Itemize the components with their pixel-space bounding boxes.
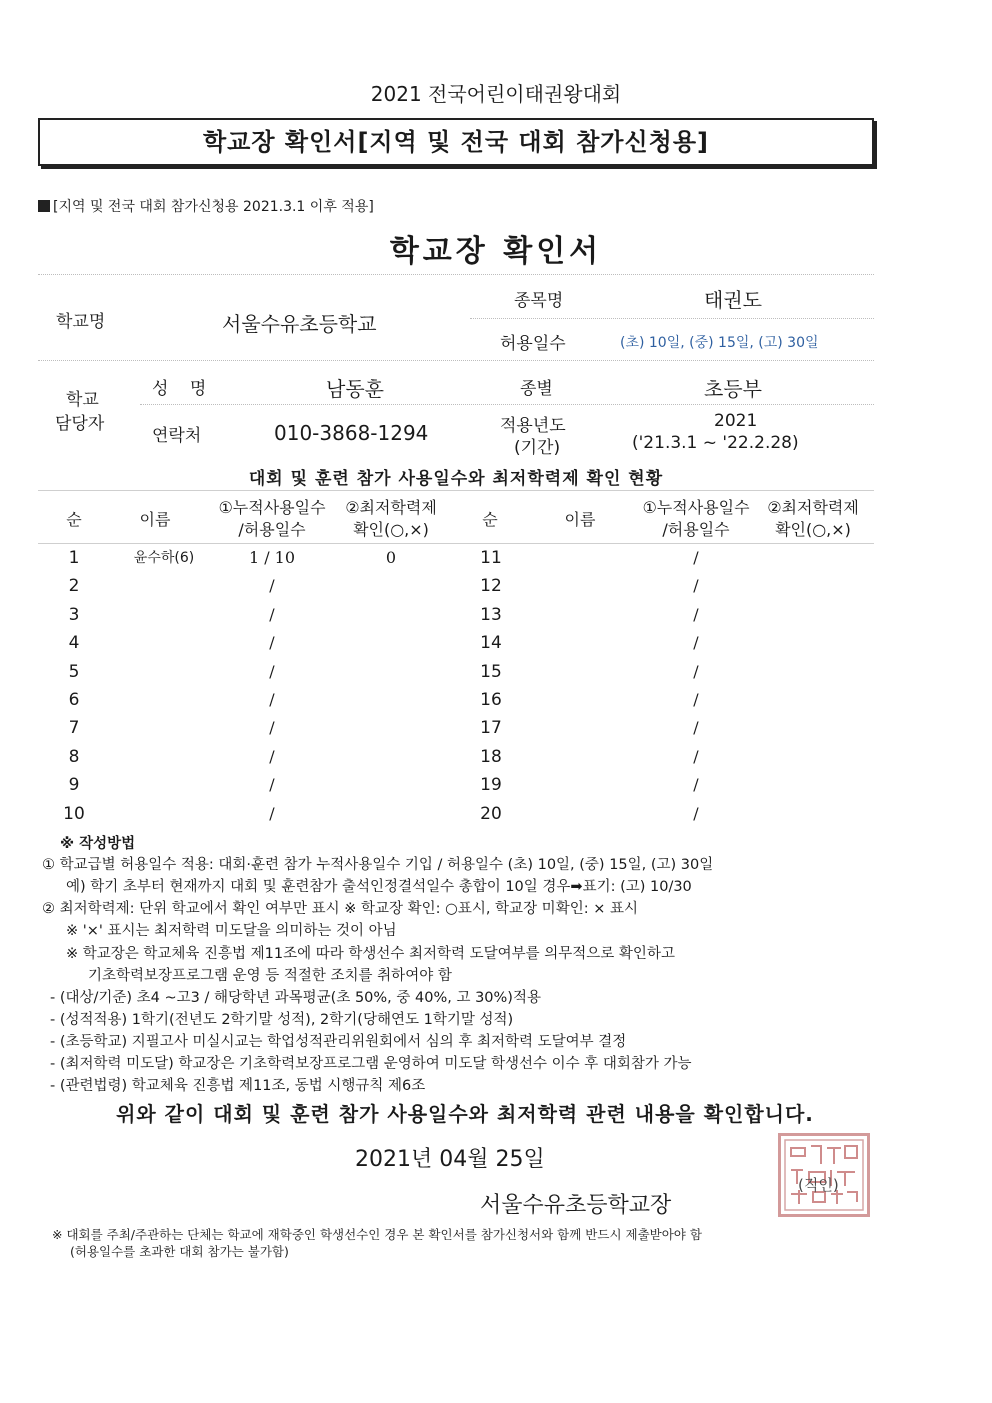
event-title: 2021 전국어린이태권왕대회 bbox=[370, 82, 622, 106]
cell-no: 13 bbox=[480, 604, 502, 625]
cell-no: 6 bbox=[68, 690, 80, 710]
cell-name bbox=[540, 601, 620, 629]
cell-name bbox=[540, 686, 620, 714]
cell-academic bbox=[752, 771, 874, 799]
cell-days: / bbox=[693, 548, 699, 567]
allowed-days-label: 허용일수 bbox=[500, 334, 566, 354]
cell-days: / bbox=[693, 690, 699, 709]
cell-name bbox=[540, 743, 620, 771]
cell-no: 11 bbox=[480, 548, 502, 568]
cell-days: / bbox=[269, 775, 275, 795]
instruction-line: - (대상/기준) 초4 ~고3 / 해당학년 과목평균(초 50%, 중 40%, 고 30%)적용 bbox=[50, 990, 541, 1006]
period-value: ('21.3.1 ~ '22.2.28) bbox=[632, 433, 799, 453]
cell-no: 14 bbox=[480, 633, 502, 654]
school-name-label: 학교명 bbox=[56, 312, 106, 332]
header-days-line1: ①누적사용일수 bbox=[642, 498, 750, 517]
staff-name-label: 성 명 bbox=[152, 379, 215, 399]
status-heading: 대회 및 훈련 참가 사용일수와 최저학력제 확인 현황 bbox=[248, 469, 664, 489]
notice-text: [지역 및 전국 대회 참가신청용 2021.3.1 이후 적용] bbox=[53, 199, 374, 215]
year-label-line2: (기간) bbox=[514, 438, 561, 458]
instruction-line: ※ '×' 표시는 최저학력 미도달을 의미하는 것이 아님 bbox=[66, 923, 397, 939]
instruction-line: ※ 학교장은 학교체육 진흥법 제11조에 따라 학생선수 최저학력 도달여부를 의무적으로 확인하고 bbox=[66, 946, 675, 962]
table-row bbox=[0, 714, 992, 742]
instruction-line: - (초등학교) 지필고사 미실시교는 학업성적관리위원회에서 심의 후 최저학력 도달여부 결정 bbox=[50, 1034, 627, 1050]
header-no: 순 bbox=[66, 510, 82, 529]
document-banner: 학교장 확인서[지역 및 전국 대회 참가신청용] bbox=[38, 118, 874, 166]
cell-name bbox=[540, 572, 620, 600]
cell-name: 윤수하(6) bbox=[133, 550, 195, 566]
staff-label-line1: 학교 bbox=[66, 390, 99, 410]
cell-name bbox=[540, 544, 620, 572]
cell-name bbox=[540, 629, 620, 657]
cell-no: 16 bbox=[480, 690, 502, 710]
cell-name bbox=[540, 771, 620, 799]
divider bbox=[38, 360, 874, 361]
table-row bbox=[0, 572, 992, 600]
header-name: 이름 bbox=[139, 510, 171, 529]
division-value: 초등부 bbox=[704, 377, 762, 401]
cell-days: 1 / 10 bbox=[248, 548, 296, 567]
cell-no: 18 bbox=[480, 746, 502, 767]
cell-days: / bbox=[269, 576, 275, 596]
cell-no: 15 bbox=[480, 661, 502, 682]
cell-no: 10 bbox=[63, 803, 85, 824]
cell-days: / bbox=[693, 718, 699, 738]
cell-academic bbox=[752, 658, 874, 686]
form-title: 학교장 확인서 bbox=[389, 234, 603, 269]
cell-days: / bbox=[269, 604, 275, 624]
cell-academic bbox=[752, 714, 874, 742]
header-days-line2: /허용일수 bbox=[662, 520, 730, 539]
header-name: 이름 bbox=[564, 510, 596, 529]
divider bbox=[38, 274, 874, 275]
table-row bbox=[0, 771, 992, 799]
cell-no: 1 bbox=[68, 548, 80, 568]
cell-no: 9 bbox=[68, 775, 80, 796]
header-no: 순 bbox=[482, 510, 498, 529]
cell-days: / bbox=[269, 690, 275, 709]
cell-days: / bbox=[269, 803, 275, 823]
cell-no: 20 bbox=[480, 803, 502, 824]
cell-academic bbox=[752, 572, 874, 600]
cell-no: 2 bbox=[68, 576, 80, 597]
seal-note: (직인) bbox=[798, 1176, 839, 1194]
table-row bbox=[0, 544, 992, 572]
cell-days: / bbox=[269, 661, 275, 681]
contact-label: 연락처 bbox=[152, 426, 202, 446]
footer-note: (허용일수를 초과한 대회 참가는 불가함) bbox=[70, 1244, 289, 1259]
table-row bbox=[0, 686, 992, 714]
cell-academic bbox=[752, 743, 874, 771]
confirmation-text: 위와 같이 대회 및 훈련 참가 사용일수와 최저학력 관련 내용을 확인합니다. bbox=[116, 1102, 814, 1126]
cell-academic bbox=[752, 601, 874, 629]
staff-label-line2: 담당자 bbox=[55, 414, 105, 434]
cell-no: 8 bbox=[68, 746, 80, 767]
footer-note: ※ 대회를 주최/주관하는 단체는 학교에 재학중인 학생선수인 경우 본 확인서를 참가신청서와 함께 반드시 제출받아야 함 bbox=[52, 1227, 702, 1242]
instruction-line: - (관련법령) 학교체육 진흥법 제11조, 동법 시행규칙 제6조 bbox=[50, 1078, 426, 1094]
header-academic-line2: 확인(○,×) bbox=[775, 520, 851, 539]
cell-no: 12 bbox=[480, 576, 502, 597]
header-academic-line1: ②최저학력제 bbox=[345, 498, 437, 517]
cell-days: / bbox=[269, 746, 275, 766]
cell-no: 4 bbox=[68, 633, 80, 654]
cell-academic: 0 bbox=[385, 548, 397, 567]
divider bbox=[140, 404, 874, 405]
table-row bbox=[0, 800, 992, 828]
cell-days: / bbox=[693, 633, 699, 653]
cell-days: / bbox=[693, 746, 699, 766]
table-row bbox=[0, 743, 992, 771]
cell-academic bbox=[752, 800, 874, 828]
cell-name bbox=[540, 658, 620, 686]
cell-academic bbox=[752, 629, 874, 657]
cell-days: / bbox=[693, 604, 699, 624]
cell-days: / bbox=[693, 661, 699, 681]
instruction-line: - (성적적용) 1학기(전년도 2학기말 성적), 2학기(당해연도 1학기말 성적) bbox=[50, 1012, 514, 1028]
year-label-line1: 적용년도 bbox=[500, 416, 566, 436]
cell-no: 19 bbox=[480, 775, 502, 796]
instruction-line: 기초학력보장프로그램 운영 등 적절한 조치를 취하여야 함 bbox=[88, 968, 452, 984]
cell-academic bbox=[752, 544, 874, 572]
year-value: 2021 bbox=[714, 411, 758, 431]
cell-days: / bbox=[693, 576, 699, 596]
cell-no: 3 bbox=[68, 604, 80, 625]
cell-academic bbox=[752, 686, 874, 714]
principal-name: 서울수유초등학교장 bbox=[480, 1193, 672, 1218]
event-value: 태권도 bbox=[704, 288, 762, 312]
event-label: 종목명 bbox=[514, 291, 564, 311]
table-row bbox=[0, 629, 992, 657]
cell-days: / bbox=[693, 803, 699, 823]
instructions-heading: ※ 작성방법 bbox=[60, 836, 136, 852]
school-name-value: 서울수유초등학교 bbox=[222, 312, 377, 336]
divider bbox=[470, 318, 874, 319]
header-academic-line1: ②최저학력제 bbox=[767, 498, 859, 517]
cell-name bbox=[540, 800, 620, 828]
staff-name-value: 남동훈 bbox=[326, 377, 384, 401]
cell-days: / bbox=[269, 633, 275, 653]
instruction-line: ② 최저학력제: 단위 학교에서 확인 여부만 표시 ※ 학교장 확인: ○표시, 학교장 미확인: × 표시 bbox=[42, 901, 638, 917]
header-days-line1: ①누적사용일수 bbox=[218, 498, 326, 517]
instruction-line: - (최저학력 미도달) 학교장은 기초학력보장프로그램 운영하여 미도달 학생선수 이수 후 대회참가 가능 bbox=[50, 1056, 692, 1072]
header-academic-line2: 확인(○,×) bbox=[353, 520, 429, 539]
table-row bbox=[0, 601, 992, 629]
contact-value: 010-3868-1294 bbox=[274, 421, 429, 445]
cell-no: 5 bbox=[68, 661, 80, 682]
cell-no: 7 bbox=[68, 718, 80, 739]
cell-no: 17 bbox=[480, 718, 502, 739]
square-bullet-icon bbox=[38, 200, 50, 212]
issue-date: 2021년 04월 25일 bbox=[355, 1147, 545, 1172]
division-label: 종별 bbox=[520, 379, 553, 399]
instruction-line: ① 학교급별 허용일수 적용: 대회·훈련 참가 누적사용일수 기입 / 허용일수 (초) 10일, (중) 15일, (고) 30일 bbox=[42, 857, 714, 873]
header-days-line2: /허용일수 bbox=[238, 520, 306, 539]
cell-days: / bbox=[693, 775, 699, 795]
instruction-line: 예) 학기 초부터 현재까지 대회 및 훈련참가 출석인정결석일수 총합이 10일 경우➡표기: (고) 10/30 bbox=[66, 879, 692, 895]
divider bbox=[38, 490, 874, 491]
allowed-days-value: (초) 10일, (중) 15일, (고) 30일 bbox=[620, 335, 819, 351]
cell-days: / bbox=[269, 718, 275, 738]
notice-line bbox=[38, 196, 374, 216]
cell-name bbox=[540, 714, 620, 742]
table-row bbox=[0, 658, 992, 686]
